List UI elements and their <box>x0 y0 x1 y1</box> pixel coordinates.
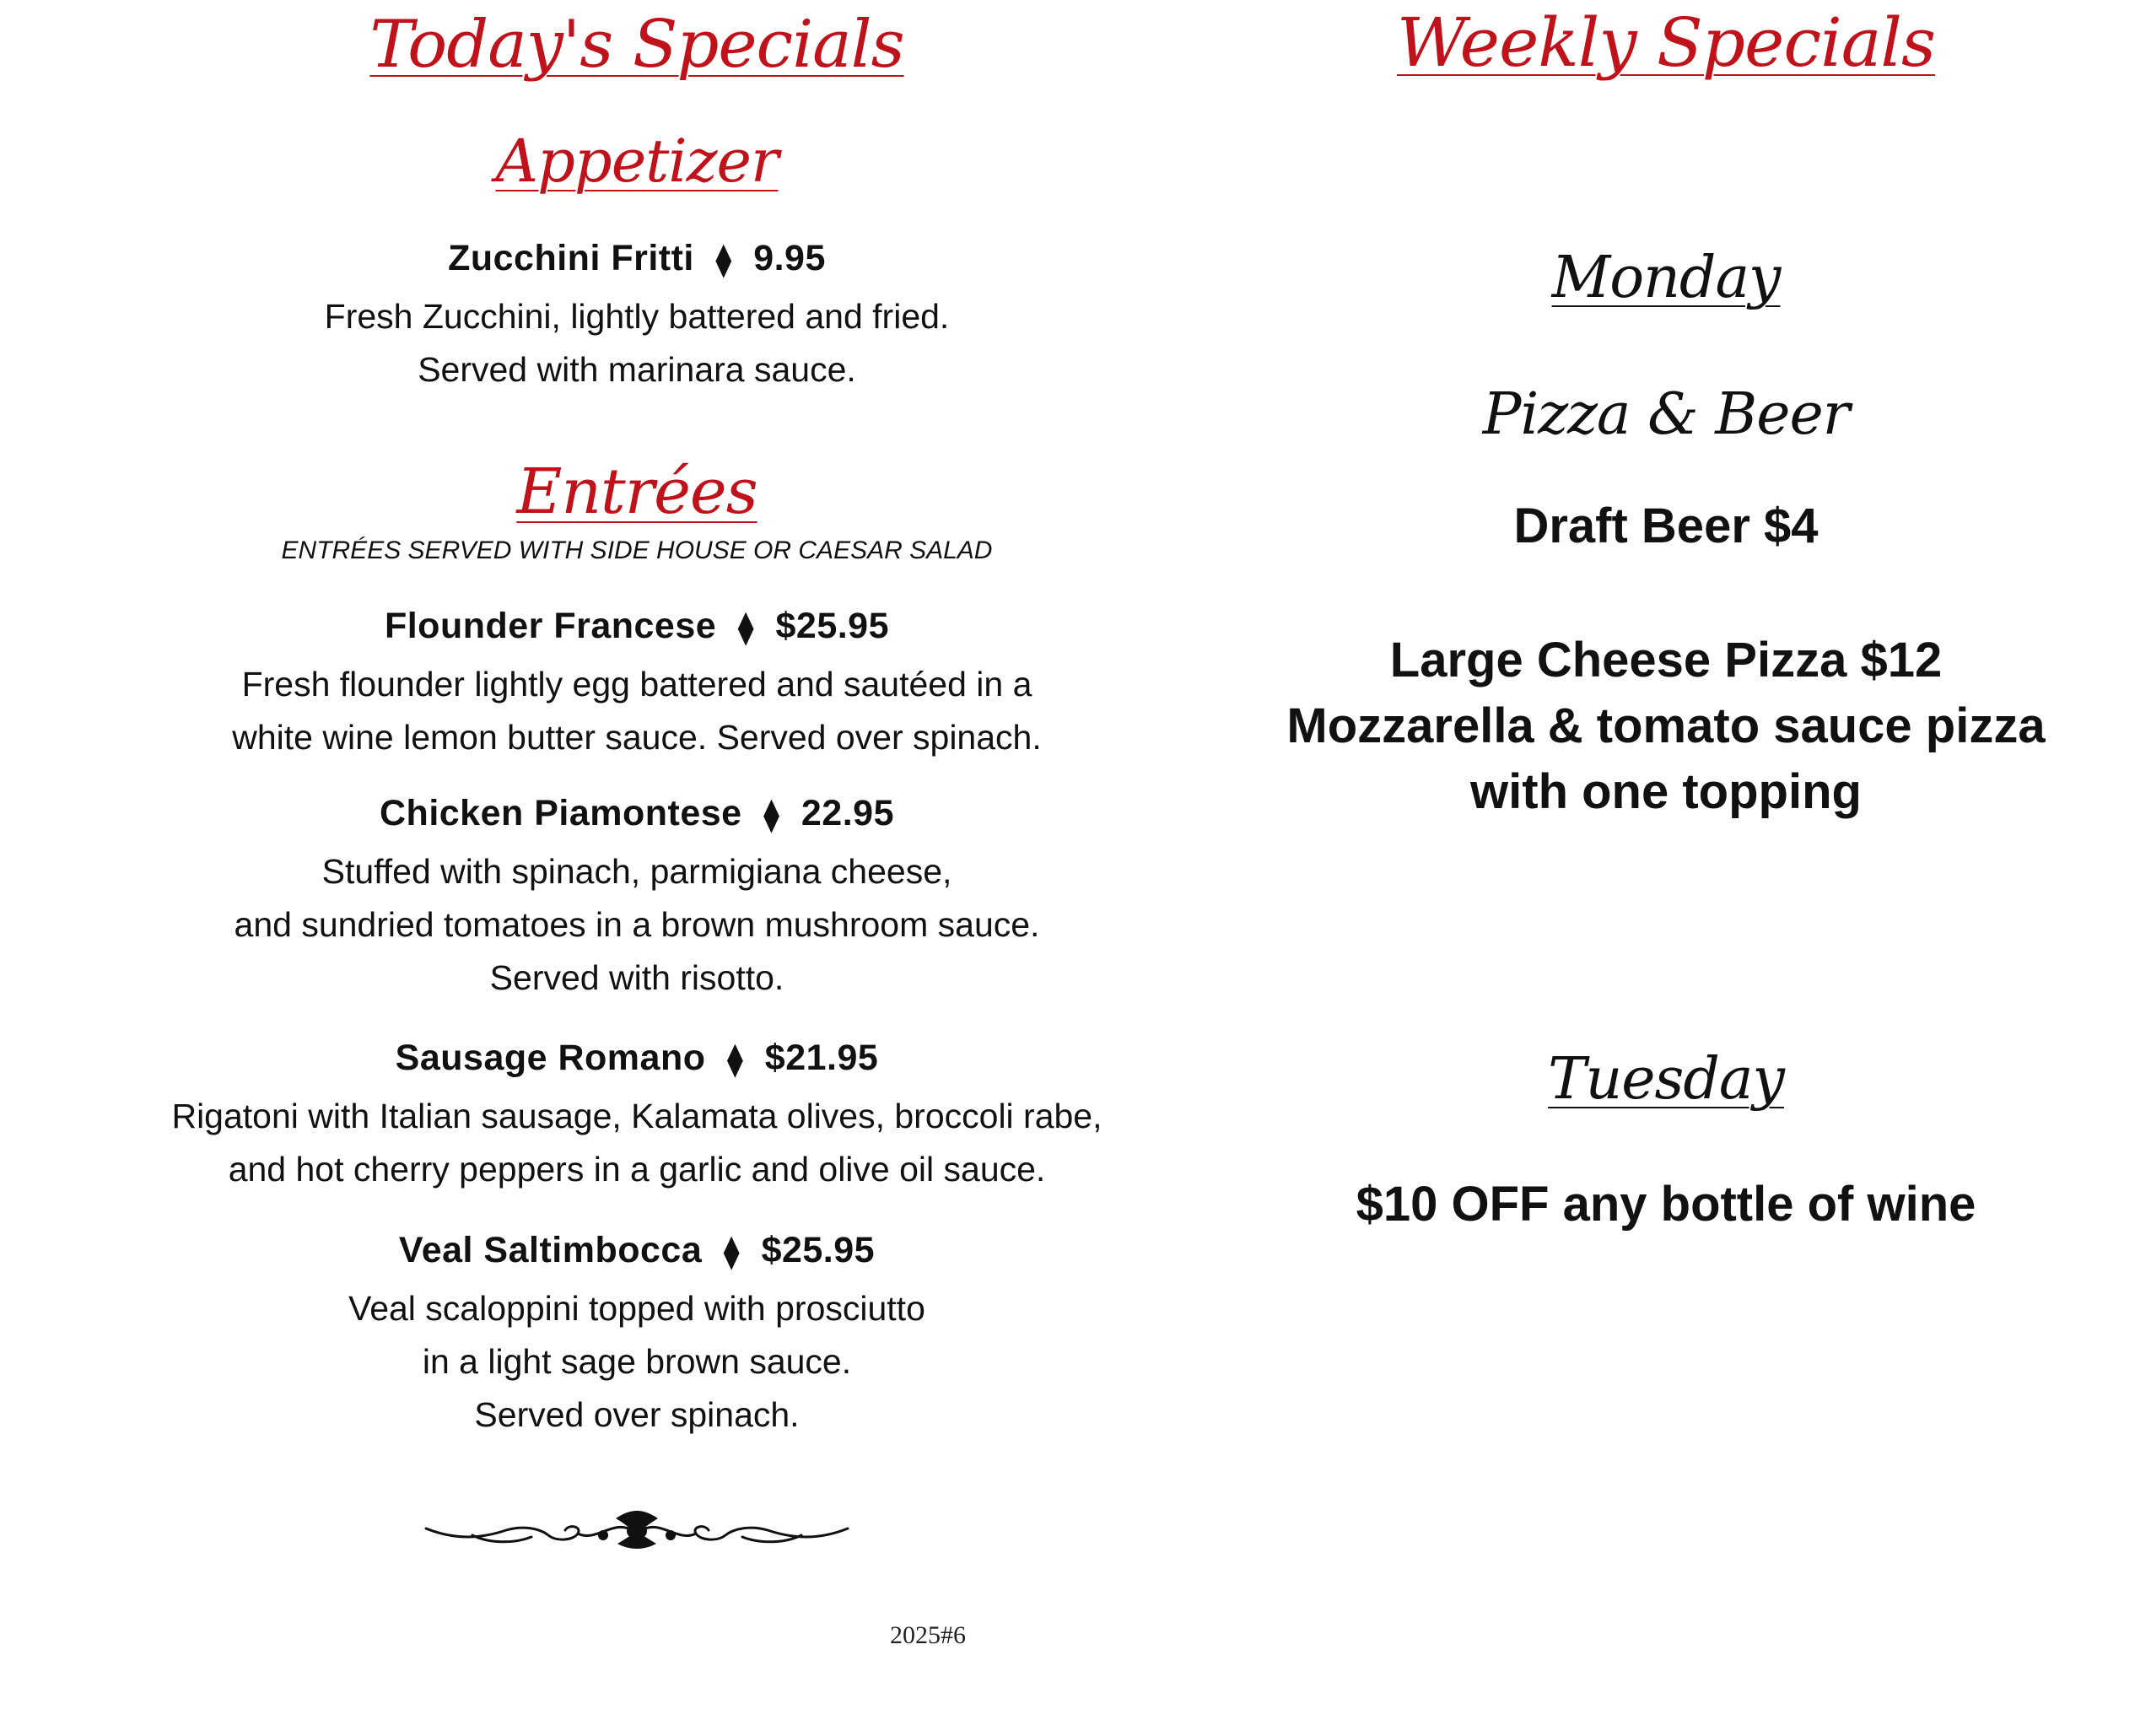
desc-line: Served with risotto. <box>489 958 784 997</box>
entrees-note: ENTRÉES SERVED WITH SIDE HOUSE OR CAESAR SALAD <box>281 536 993 564</box>
weekly-specials-title: Weekly Specials <box>1396 3 1936 82</box>
desc-line: Fresh Zucchini, lightly battered and fried. <box>324 297 950 336</box>
pizza-price-line: Large Cheese Pizza $12 <box>1389 633 1943 687</box>
entree-title-line <box>127 606 1147 647</box>
item-name: Chicken Piamontese <box>380 793 742 833</box>
diamond-icon: ⧫ <box>727 1042 743 1076</box>
item-price: $21.95 <box>764 1038 879 1078</box>
desc-line: and hot cherry peppers in a garlic and olive oil sauce. <box>228 1150 1046 1189</box>
entree-title-line <box>127 1038 1147 1079</box>
item-name: Zucchini Fritti <box>448 238 694 278</box>
entree-description <box>127 658 1147 764</box>
appetizer-description <box>127 290 1147 396</box>
item-price: $25.95 <box>761 1230 876 1270</box>
monday-heading: Monday <box>1551 245 1781 311</box>
diamond-icon: ⧫ <box>738 610 754 644</box>
diamond-icon: ⧫ <box>715 242 732 277</box>
desc-line: Veal scaloppini topped with prosciutto <box>348 1289 925 1328</box>
entree-title-line <box>127 1230 1147 1271</box>
desc-line: Fresh flounder lightly egg battered and sautéed in a <box>241 665 1032 704</box>
item-price: $25.95 <box>775 606 890 646</box>
tuesday-wine-offer: $10 OFF any bottle of wine <box>1356 1177 1976 1232</box>
monday-draft-beer: Draft Beer $4 <box>1513 499 1819 553</box>
diamond-icon: ⧫ <box>763 797 779 832</box>
desc-line: Served over spinach. <box>474 1395 800 1434</box>
entree-description <box>127 1282 1147 1442</box>
pizza-desc-line: with one topping <box>1470 764 1862 819</box>
desc-line: Stuffed with spinach, parmigiana cheese, <box>321 852 952 891</box>
appetizer-heading: Appetizer <box>495 127 779 196</box>
item-price: 9.95 <box>753 238 826 278</box>
todays-specials-title: Today's Specials <box>369 7 904 83</box>
item-name: Veal Saltimbocca <box>398 1230 703 1270</box>
footer-code: 2025#6 <box>890 1621 966 1649</box>
desc-line: and sundried tomatoes in a brown mushroom sauce. <box>234 905 1040 944</box>
scroll-flourish-icon <box>422 1510 852 1552</box>
monday-pizza-block <box>1189 628 2143 825</box>
diamond-icon: ⧫ <box>724 1234 740 1269</box>
desc-line: Rigatoni with Italian sausage, Kalamata olives, broccoli rabe, <box>171 1097 1102 1135</box>
desc-line: in a light sage brown sauce. <box>422 1342 852 1381</box>
entree-description <box>127 845 1147 1005</box>
item-name: Flounder Francese <box>384 606 717 646</box>
entree-description <box>127 1090 1147 1196</box>
tuesday-heading: Tuesday <box>1548 1046 1784 1113</box>
desc-line: white wine lemon butter sauce. Served over spinach. <box>232 718 1042 757</box>
item-name: Sausage Romano <box>395 1038 706 1078</box>
desc-line: Served with marinara sauce. <box>418 350 856 389</box>
monday-subtitle: Pizza & Beer <box>1482 381 1850 448</box>
appetizer-title-line <box>127 238 1147 279</box>
pizza-desc-line: Mozzarella & tomato sauce pizza <box>1286 698 2046 753</box>
entree-title-line <box>127 793 1147 834</box>
entrees-heading: Entrées <box>516 456 757 528</box>
item-price: 22.95 <box>801 793 894 833</box>
